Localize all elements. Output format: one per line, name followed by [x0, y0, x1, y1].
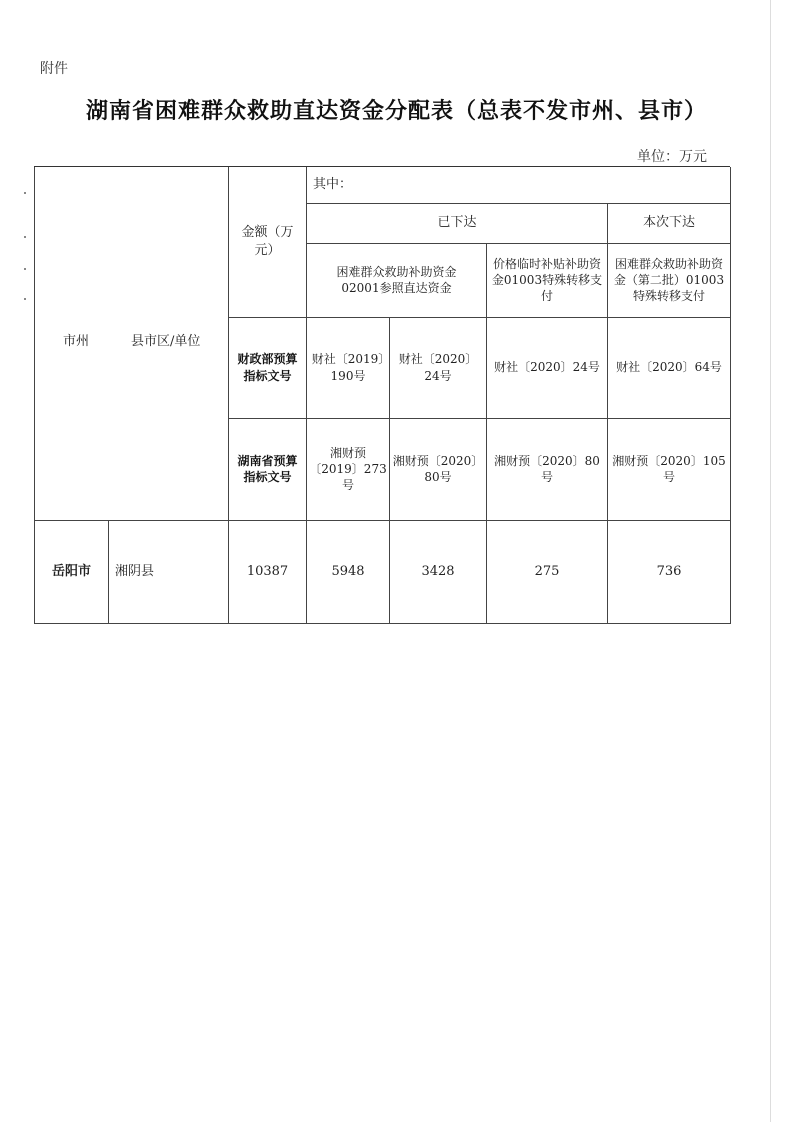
scan-dot [24, 298, 26, 300]
scan-dot [24, 236, 26, 238]
fund-2-header: 价格临时补贴补助资金01003特殊转移支付 [487, 243, 608, 317]
allocation-table [34, 167, 731, 624]
mof-doc-1: 财社〔2019〕190号 [307, 317, 390, 418]
table-row [35, 520, 731, 623]
row-city: 岳阳市 [35, 520, 109, 623]
amount-header: 金额（万元） [229, 167, 307, 317]
hunan-doc-label: 湖南省预算指标文号 [229, 418, 307, 520]
header-label-cell [35, 167, 229, 520]
attachment-label: 附件 [40, 61, 68, 77]
hunan-doc-2: 湘财预〔2020〕80号 [390, 418, 487, 520]
mof-doc-4: 财社〔2020〕64号 [608, 317, 731, 418]
fund-1-header: 困难群众救助补助资金02001参照直达资金 [307, 243, 487, 317]
scan-dot [24, 268, 26, 270]
row-value-1: 5948 [307, 520, 390, 623]
this-time-header: 本次下达 [608, 203, 731, 243]
row-county: 湘阴县 [109, 520, 229, 623]
hunan-doc-3: 湘财预〔2020〕80号 [487, 418, 608, 520]
row-value-3: 275 [487, 520, 608, 623]
unit-label: 单位：万元 [637, 149, 707, 165]
county-column-label: 县市区/单位 [131, 334, 201, 349]
row-value-4: 736 [608, 520, 731, 623]
issued-header: 已下达 [307, 203, 608, 243]
fund-3-header: 困难群众救助补助资金（第二批）01003特殊转移支付 [608, 243, 731, 317]
row-value-2: 3428 [390, 520, 487, 623]
scan-dot [24, 192, 26, 194]
mof-doc-2: 财社〔2020〕24号 [390, 317, 487, 418]
hunan-doc-4: 湘财预〔2020〕105号 [608, 418, 731, 520]
among-header: 其中： [307, 167, 731, 203]
row-amount: 10387 [229, 520, 307, 623]
mof-doc-3: 财社〔2020〕24号 [487, 317, 608, 418]
mof-doc-label: 财政部预算指标文号 [229, 317, 307, 418]
page-edge [770, 0, 771, 1122]
city-column-label: 市州 [63, 334, 90, 349]
hunan-doc-1: 湘财预〔2019〕273号 [307, 418, 390, 520]
document-title: 湖南省困难群众救助直达资金分配表（总表不发市州、县市） [85, 99, 707, 124]
